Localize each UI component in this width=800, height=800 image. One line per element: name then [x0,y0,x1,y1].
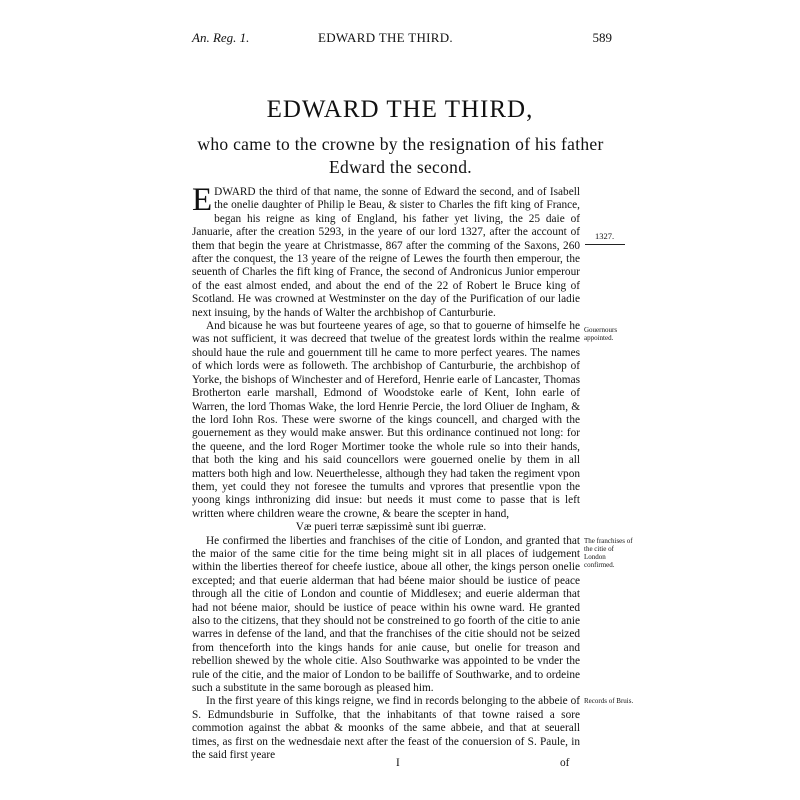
paragraph-1 [192,182,580,320]
margin-rule [585,244,625,245]
running-head [192,30,612,50]
subtitle-line-1: who came to the crowne by the resignation of his father [197,134,604,154]
paragraph-1-text: DWARD the third of that name, the sonne of Edward the second, and of Isabell the onelie daughter of Philip le Beau, & sister to Charles the fift king of France, began his reigne as king of England, his father yet living, the 25 daie of Januarie, after the creation 5293, in the yeare of our lord 1327, after the account of them that begin the yeare at Christmasse, 867 after the comming of the Saxons, 260 after the conquest, the 13 yeare of the reigne of Lewes the fourth then emperour, the seuenth of Charles the fift king of France, the second of Andronicus Junior emperour of the east almost ended, and about the end of the 22 of Robert le Bruce king of Scotland. He was crowned at Westminster on the day of the Purification of our ladie next insuing, by the hands of Walter the archbishop of Canturburie. [192,186,580,319]
paragraph-4: In the first yeare of this kings reigne, we find in records belonging to the abbeie of S. Edmundsburie in Suffolke, that the inhabitants of that towne raised a sore commotion against the abbat & moonks of the same abbeie, and that at seuerall times, as first on the wednesdaie next after the feast of the conuersion of S. Paule, in the said first yeare [192,695,580,762]
drop-cap: E [192,182,213,218]
paragraph-2: And bicause he was but fourteene yeares of age, so that to gouerne of himselfe he was not sufficient, it was decreed that twelue of the greatest lords within the realme should haue the rule and gouernment till he came to more perfect yeares. The names of which lords were as followeth. The archbishop of Canturburie, the archbishop of Yorke, the bishops of Winchester and of Hereford, Henrie earle of Lancaster, Thomas Brotherton earle marshall, Edmond of Woodstoke earle of Kent, Iohn earle of Warren, the lord Thomas Wake, the lord Henrie Percie, the lord Oliuer de Ingham, & the lord Iohn Ros. These were sworne of the kings councell, and charged with the gouernement as they would make answer. But this ordinance continued not long: for the queene, and the lord Roger Mortimer tooke the whole rule so into their hands, that both the king and his said councellors were gouerned onelie by them in all matters both high and low. Neuerthelesse, although they had taken the regiment vpon them, yet could they not foresee the tumults and vprores that presentlie vpon the yoong kings inthronizing did insue: but needs it must come to passe that is left written where children weare the crowne, & beare the scepter in hand, [192,320,580,520]
body-text [192,182,580,762]
margin-note-year: 1327. [595,231,615,241]
paragraph-3: He confirmed the liberties and franchises of the citie of London, and granted that the maior of the same citie for the time being might sit in all places of iudgement within the liberties thereof for cheefe iustice, aboue all other, the kings person onelie excepted; and that euerie alderman that had béene maior should be iustice of peace through all the citie of London and countie of Middlesex; and euerie alderman that had not béene maior, should be iustice of peace within his owne ward. He granted also to the citizens, that they should not be constreined to go foorth of the citie to anie warres in defense of the land, and that the franchises of the citie should not be seized from thenceforth into the kings hands for anie cause, but onelie for treason and rebellion shewed by the whole citie. Also Southwarke was appointed to be vnder the rule of the citie, and the maior of London to be bailiffe of Southwarke, and to ordeine such a substitute in the same borough as pleased him. [192,534,580,695]
latin-verse: Væ pueri terræ sæpissimè sunt ibi guerræ. [295,521,487,534]
margin-note-records: Records of Bruis. [584,697,634,705]
chapter-subtitle [188,133,613,179]
catchword: of [560,757,570,769]
regnal-year: An. Reg. 1. [192,30,250,45]
running-title: EDWARD THE THIRD. [318,30,453,45]
margin-note-gouernours: Gouernours appointed. [584,326,618,342]
margin-note-franchises: The franchises of the citie of London confirmed. [584,537,633,569]
chapter-title: EDWARD THE THIRD, [266,96,534,123]
signature-mark: I [396,757,400,769]
subtitle-line-2: Edward the second. [329,157,472,177]
page-number: 589 [592,30,612,45]
